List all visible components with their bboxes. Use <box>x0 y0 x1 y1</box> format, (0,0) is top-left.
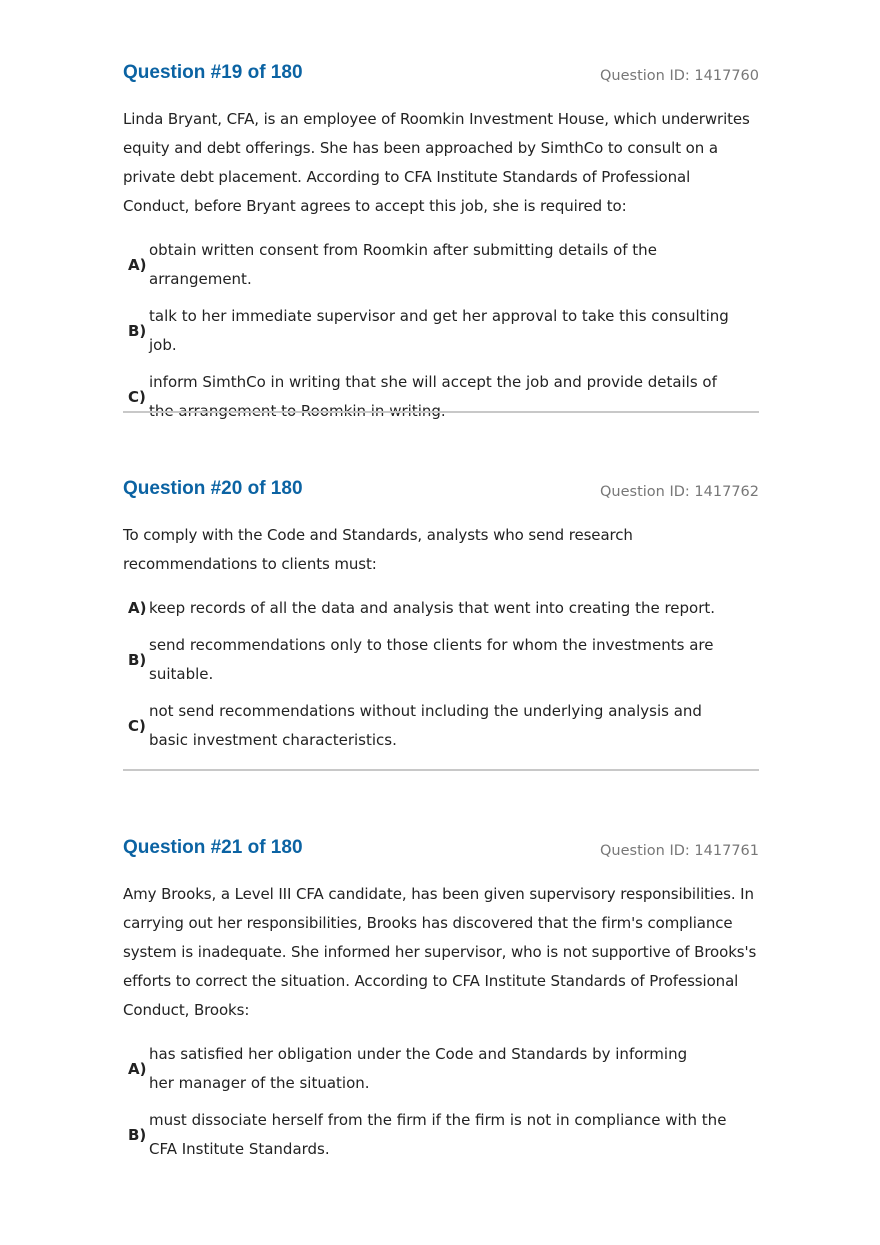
option-a[interactable] <box>123 1040 759 1098</box>
option-text: keep records of all the data and analysis that went into creating the report. <box>149 599 716 617</box>
option-text: obtain written consent from Roomkin after submitting details of the arrangement. <box>149 241 657 288</box>
option-b[interactable] <box>123 1106 759 1164</box>
option-label: C) <box>128 387 146 406</box>
option-text: must dissociate herself from the firm if the firm is not in compliance with the CFA Institute Standards. <box>149 1111 727 1158</box>
option-label: C) <box>128 716 146 735</box>
question-id: Question ID: 1417761 <box>600 843 759 859</box>
question-stem: Linda Bryant, CFA, is an employee of Roomkin Investment House, which underwrites equity and debt offerings. She has been approached by SimthCo to consult on a private debt placement. According to CFA Institute Standards of Professional Conduct, before Bryant agrees to accept this job, she is required to: <box>123 110 750 215</box>
option-text: talk to her immediate supervisor and get her approval to take this consulting job. <box>149 307 729 354</box>
question-title: Question #21 of 180 <box>123 837 303 858</box>
question-19 <box>123 55 759 434</box>
question-id: Question ID: 1417762 <box>600 484 759 500</box>
option-label: B) <box>128 321 147 340</box>
option-b[interactable] <box>123 302 759 360</box>
option-a[interactable] <box>123 236 759 294</box>
option-label: A) <box>128 255 147 274</box>
option-text: not send recommendations without including the underlying analysis and basic investment characteristics. <box>149 702 702 749</box>
option-c[interactable] <box>123 697 759 755</box>
option-text: send recommendations only to those clients for whom the investments are suitable. <box>149 636 714 683</box>
question-title: Question #20 of 180 <box>123 478 303 499</box>
question-20 <box>123 471 759 763</box>
option-a[interactable] <box>123 594 759 623</box>
option-label: A) <box>128 599 147 617</box>
question-title: Question #19 of 180 <box>123 62 303 83</box>
option-label: A) <box>128 1059 147 1078</box>
question-stem: To comply with the Code and Standards, analysts who send research recommendations to clients must: <box>123 526 633 573</box>
option-label: B) <box>128 1125 147 1144</box>
option-label: B) <box>128 650 147 669</box>
question-id: Question ID: 1417760 <box>600 68 759 84</box>
question-21 <box>123 830 759 1172</box>
question-stem: Amy Brooks, a Level III CFA candidate, has been given supervisory responsibilities. In carrying out her responsibilities, Brooks has discovered that the firm's compliance system is inadequate. She informed her supervisor, who is not supportive of Brooks's efforts to correct the situation. According to CFA Institute Standards of Professional Conduct, Brooks: <box>123 885 757 1019</box>
divider <box>123 769 759 771</box>
option-b[interactable] <box>123 631 759 689</box>
divider <box>123 411 759 413</box>
option-text: has satisfied her obligation under the Code and Standards by informing her manager of the situation. <box>149 1045 688 1092</box>
option-text: inform SimthCo in writing that she will accept the job and provide details of the arrangement to Roomkin in writing. <box>149 373 717 420</box>
option-c[interactable] <box>123 368 759 426</box>
